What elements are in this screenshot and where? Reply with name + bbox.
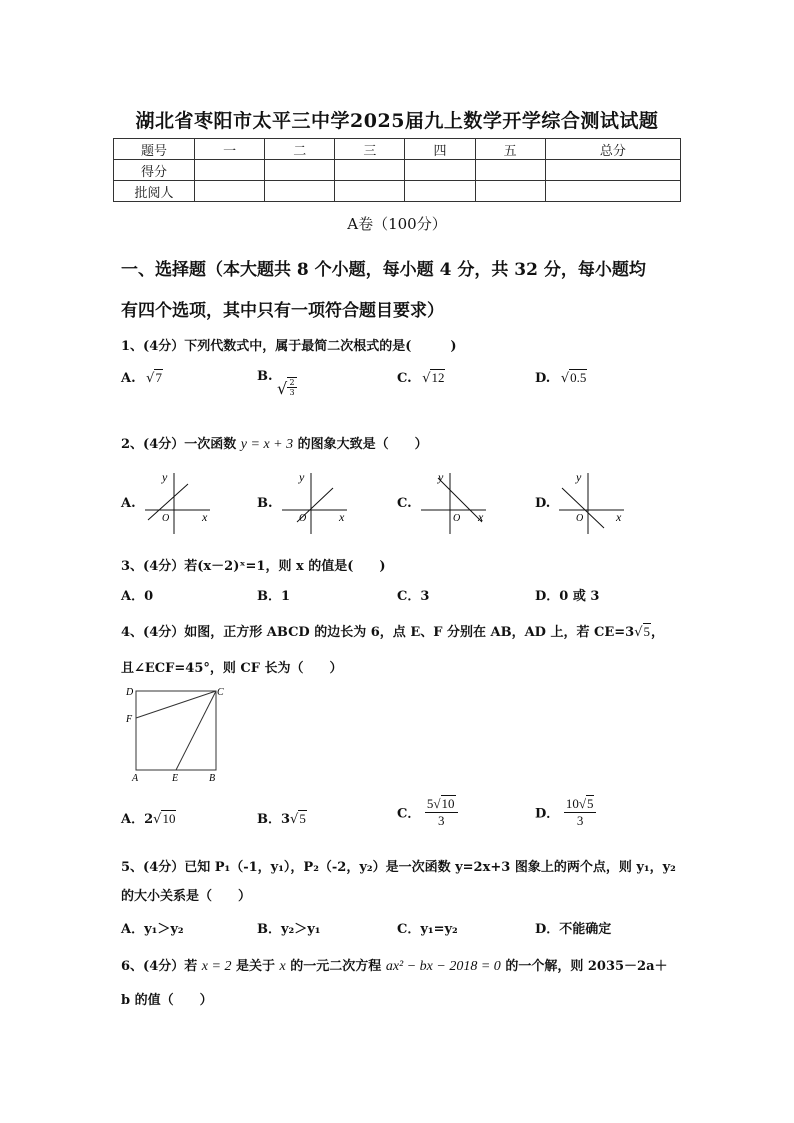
- q3-option-a[interactable]: A．0: [121, 589, 154, 604]
- radicand: 0.5: [570, 370, 587, 385]
- sqrt-icon: √: [277, 379, 288, 398]
- row-header: 批阅人: [114, 181, 195, 202]
- label-a: A: [132, 773, 139, 784]
- radicand: 7: [155, 370, 162, 385]
- y-axis-label: y: [438, 470, 444, 484]
- numerator: [564, 795, 597, 813]
- column-header: 一: [195, 139, 265, 160]
- denominator: 3: [437, 813, 445, 828]
- q5-stem-line2: 的大小关系是（ ）: [121, 889, 252, 904]
- section-a-heading: A卷（100分）: [347, 215, 447, 233]
- column-header: 三: [335, 139, 405, 160]
- option-label: B.: [257, 369, 273, 384]
- q2-stem-prefix: 2、(4分）一次函数: [121, 437, 237, 452]
- q3-stem: 3、(4分）若(x－2)ˣ=1，则 x 的值是( ): [121, 559, 386, 574]
- x-axis-label: x: [339, 510, 345, 524]
- reviewer-row: [114, 181, 681, 202]
- score-row: [114, 160, 681, 181]
- row-header: 得分: [114, 160, 195, 181]
- radicand: 5: [586, 796, 594, 811]
- reviewer-cell[interactable]: [545, 181, 680, 202]
- q2-option-a-label[interactable]: A.: [121, 496, 136, 511]
- score-cell[interactable]: [545, 160, 680, 181]
- reviewer-cell[interactable]: [265, 181, 335, 202]
- q3-option-c[interactable]: C．3: [397, 589, 430, 604]
- q2-equation: y = x + 3: [240, 437, 294, 452]
- radicand: 12: [431, 370, 445, 385]
- label-c: C: [217, 687, 224, 698]
- sqrt-icon: √: [146, 371, 155, 386]
- radicand: 5: [643, 624, 650, 639]
- q2-graph-b[interactable]: [277, 468, 352, 536]
- q6-stem-prefix: 6、(4分）若: [121, 959, 198, 974]
- label-f: F: [126, 714, 133, 725]
- q2-graph-d[interactable]: [554, 468, 629, 536]
- sqrt-icon: √: [634, 625, 643, 640]
- q2-stem: [121, 433, 428, 453]
- sqrt-icon: √: [290, 812, 299, 827]
- option-label: D.: [535, 371, 551, 386]
- q6-mid2: 的一元二次方程: [290, 959, 382, 974]
- reviewer-cell[interactable]: [475, 181, 545, 202]
- origin-label: O: [299, 513, 307, 524]
- score-cell[interactable]: [265, 160, 335, 181]
- column-header: 总分: [545, 139, 680, 160]
- sqrt-icon: √: [578, 796, 586, 811]
- q2-graph-a[interactable]: [140, 468, 215, 536]
- coefficient: 5: [426, 796, 434, 811]
- reviewer-cell[interactable]: [405, 181, 475, 202]
- q5-stem: 5、(4分）已知 P₁（-1，y₁），P₂（-2，y₂）是一次函数 y=2x+3 图象上的两个点，则 y₁，y₂: [121, 860, 676, 875]
- q6-equation: ax² − bx − 2018 = 0: [385, 959, 501, 974]
- option-label: A.: [121, 371, 136, 386]
- sqrt-icon: √: [433, 796, 441, 811]
- denominator: 3: [289, 388, 295, 397]
- radicand: 5: [299, 811, 306, 826]
- q2-option-c-label[interactable]: C.: [397, 496, 412, 511]
- q1-option-b[interactable]: [257, 369, 295, 398]
- reviewer-cell[interactable]: [335, 181, 405, 202]
- q1-stem: 1、(4分）下列代数式中，属于最简二次根式的是( ): [121, 339, 457, 354]
- radicand: 10: [441, 796, 455, 811]
- score-cell[interactable]: [195, 160, 265, 181]
- score-table-header-row: [114, 139, 681, 160]
- reviewer-cell[interactable]: [195, 181, 265, 202]
- y-axis-label: y: [162, 470, 168, 484]
- square-abcd: [136, 691, 216, 770]
- row-header: 题号: [114, 139, 195, 160]
- label-e: E: [172, 773, 179, 784]
- score-cell[interactable]: [475, 160, 545, 181]
- q5-option-b[interactable]: B．y₂＞y₁: [257, 922, 321, 937]
- q6-condition: x = 2: [201, 959, 232, 974]
- q5-option-a[interactable]: A．y₁＞y₂: [121, 922, 184, 937]
- q4-option-b[interactable]: [257, 808, 307, 827]
- fraction: [564, 795, 597, 829]
- score-table: [113, 138, 681, 202]
- column-header: 二: [265, 139, 335, 160]
- q6-stem: [121, 955, 668, 975]
- q4-option-d[interactable]: [535, 795, 596, 829]
- q6-variable: x: [279, 959, 286, 974]
- numerator: 2: [287, 378, 297, 388]
- option-label: C．: [397, 806, 421, 822]
- y-axis-label: y: [299, 470, 305, 484]
- q2-stem-suffix: 的图象大致是（ ）: [297, 437, 428, 452]
- q1-option-a[interactable]: [121, 369, 163, 386]
- q3-option-b[interactable]: B．1: [257, 589, 291, 604]
- q1-option-c[interactable]: [397, 369, 445, 386]
- coefficient: 10: [565, 796, 579, 811]
- score-cell[interactable]: [405, 160, 475, 181]
- y-axis-label: y: [576, 470, 582, 484]
- q5-option-c[interactable]: C．y₁=y₂: [397, 922, 458, 937]
- option-label: A．2: [121, 812, 154, 827]
- score-cell[interactable]: [335, 160, 405, 181]
- page-title: 湖北省枣阳市太平三中学2025届九上数学开学综合测试试题: [135, 110, 659, 132]
- q5-option-d[interactable]: D．不能确定: [535, 922, 612, 937]
- origin-label: O: [162, 513, 170, 524]
- sqrt-icon: √: [153, 812, 162, 827]
- numerator: [425, 795, 458, 813]
- q4-option-a[interactable]: [121, 808, 176, 827]
- denominator: 3: [576, 813, 584, 828]
- origin-label: O: [453, 513, 461, 524]
- q4-option-c[interactable]: [397, 795, 458, 829]
- fraction: [287, 377, 297, 397]
- x-axis-label: x: [202, 510, 208, 524]
- q6-stem-suffix: 的一个解，则 2035－2a＋: [505, 959, 668, 974]
- option-label: B．3: [257, 812, 291, 827]
- section-one-heading-line2: 有四个选项，其中只有一项符合题目要求）: [121, 301, 444, 321]
- q3-option-d[interactable]: D．0 或 3: [535, 589, 600, 604]
- option-label: D．: [535, 806, 560, 822]
- x-axis-label: x: [616, 510, 622, 524]
- q4-stem-prefix: 4、(4分）如图，正方形 ABCD 的边长为 6，点 E、F 分别在 AB，AD 上，若 CE=3: [121, 625, 635, 640]
- q6-mid1: 是关于: [235, 959, 275, 974]
- q6-stem-line2: b 的值（ ）: [121, 993, 213, 1008]
- sqrt-icon: √: [560, 371, 570, 386]
- q4-stem: [121, 621, 664, 640]
- q2-option-b-label[interactable]: B.: [257, 496, 273, 511]
- fraction: [425, 795, 458, 829]
- q2-option-d-label[interactable]: D.: [535, 496, 551, 511]
- sqrt-icon: √: [422, 371, 431, 386]
- section-one-heading-line1: 一、选择题（本大题共 8 个小题，每小题 4 分，共 32 分，每小题均: [121, 260, 646, 280]
- q1-option-d[interactable]: [535, 369, 587, 386]
- origin-label: O: [576, 513, 584, 524]
- radicand: 10: [162, 811, 176, 826]
- x-axis-label: x: [478, 510, 484, 524]
- column-header: 四: [405, 139, 475, 160]
- q4-square-figure: [124, 682, 232, 784]
- q4-stem-line2: 且∠ECF=45°，则 CF 长为（ ）: [121, 661, 343, 676]
- column-header: 五: [475, 139, 545, 160]
- option-label: C.: [397, 371, 412, 386]
- label-d: D: [126, 687, 134, 698]
- q4-stem-suffix: ，: [651, 625, 665, 640]
- q2-graph-c[interactable]: [416, 468, 491, 536]
- label-b: B: [209, 773, 216, 784]
